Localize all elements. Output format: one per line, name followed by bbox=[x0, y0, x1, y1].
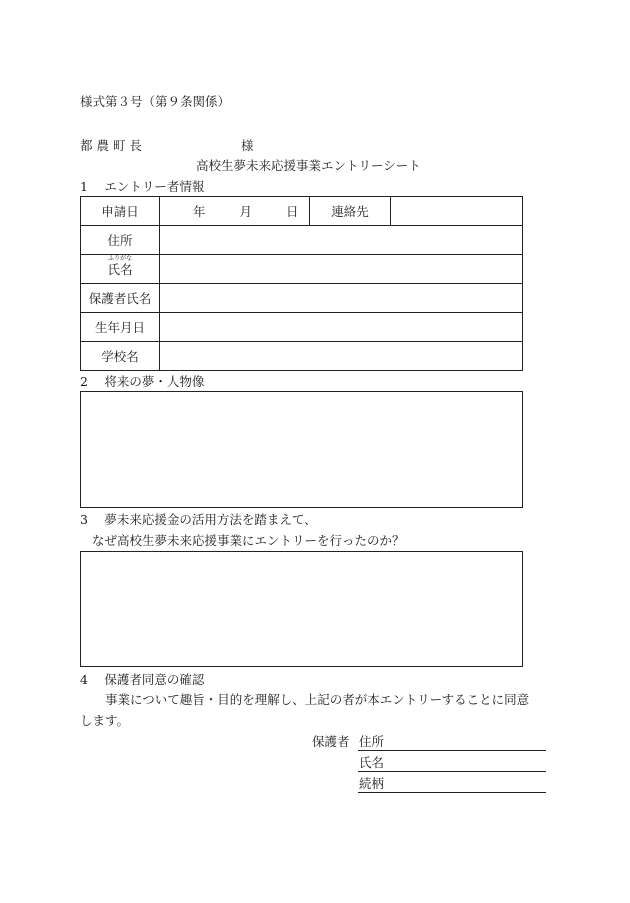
contact-label: 連絡先 bbox=[310, 197, 391, 226]
name-label: 氏名 bbox=[107, 262, 133, 277]
table-row bbox=[81, 313, 523, 342]
application-date-label: 申請日 bbox=[81, 197, 160, 226]
name-furigana: ふりがな bbox=[107, 255, 132, 262]
guardian-name-line[interactable] bbox=[358, 771, 546, 772]
guardian-name-label: 氏名 bbox=[359, 755, 385, 770]
day-label: 日 bbox=[286, 204, 299, 219]
guardian-name-field[interactable] bbox=[160, 284, 523, 313]
name-label-cell bbox=[81, 255, 160, 284]
section1-heading: 1 エントリー者情報 bbox=[80, 179, 205, 194]
guardian-address-line[interactable] bbox=[358, 750, 546, 751]
future-dream-textarea[interactable] bbox=[80, 391, 523, 508]
name-label-ruby bbox=[107, 255, 133, 278]
month-label: 月 bbox=[239, 204, 253, 219]
birthdate-label: 生年月日 bbox=[81, 313, 160, 342]
form-number: 様式第３号（第９条関係） bbox=[80, 94, 231, 109]
address-label: 住所 bbox=[81, 226, 160, 255]
consent-text-line1: 事業について趣旨・目的を理解し、上記の者が本エントリーすることに同意 bbox=[105, 692, 530, 707]
guardian-name-label: 保護者氏名 bbox=[81, 284, 160, 313]
school-label: 学校名 bbox=[81, 342, 160, 371]
relationship-line[interactable] bbox=[358, 792, 546, 793]
section3-heading-line2: なぜ高校生夢未来応援事業にエントリーを行ったのか？ bbox=[92, 533, 405, 548]
addressee: 都 農 町 長 bbox=[80, 138, 142, 153]
year-label: 年 bbox=[193, 204, 206, 219]
entrant-info-table bbox=[80, 196, 523, 371]
relationship-label: 続柄 bbox=[359, 776, 385, 791]
guardian-label: 保護者 bbox=[312, 734, 350, 749]
guardian-address-label: 住所 bbox=[359, 734, 385, 749]
birthdate-field[interactable] bbox=[160, 313, 523, 342]
section2-heading: 2 将来の夢・人物像 bbox=[80, 374, 205, 389]
table-row bbox=[81, 226, 523, 255]
address-field[interactable] bbox=[160, 226, 523, 255]
entry-reason-textarea[interactable] bbox=[80, 551, 523, 667]
honorific: 様 bbox=[241, 138, 254, 153]
section3-heading-line1: 3 夢未来応援金の活用方法を踏まえて、 bbox=[80, 512, 317, 527]
table-row bbox=[81, 197, 523, 226]
consent-text-line2: します。 bbox=[80, 713, 130, 728]
sheet-title: 高校生夢未来応援事業エントリーシート bbox=[196, 158, 421, 173]
school-field[interactable] bbox=[160, 342, 523, 371]
table-row bbox=[81, 342, 523, 371]
contact-field[interactable] bbox=[391, 197, 523, 226]
name-field[interactable] bbox=[160, 255, 523, 284]
application-date-field[interactable] bbox=[160, 197, 310, 226]
table-row bbox=[81, 255, 523, 284]
section4-heading: 4 保護者同意の確認 bbox=[80, 672, 205, 687]
table-row bbox=[81, 284, 523, 313]
